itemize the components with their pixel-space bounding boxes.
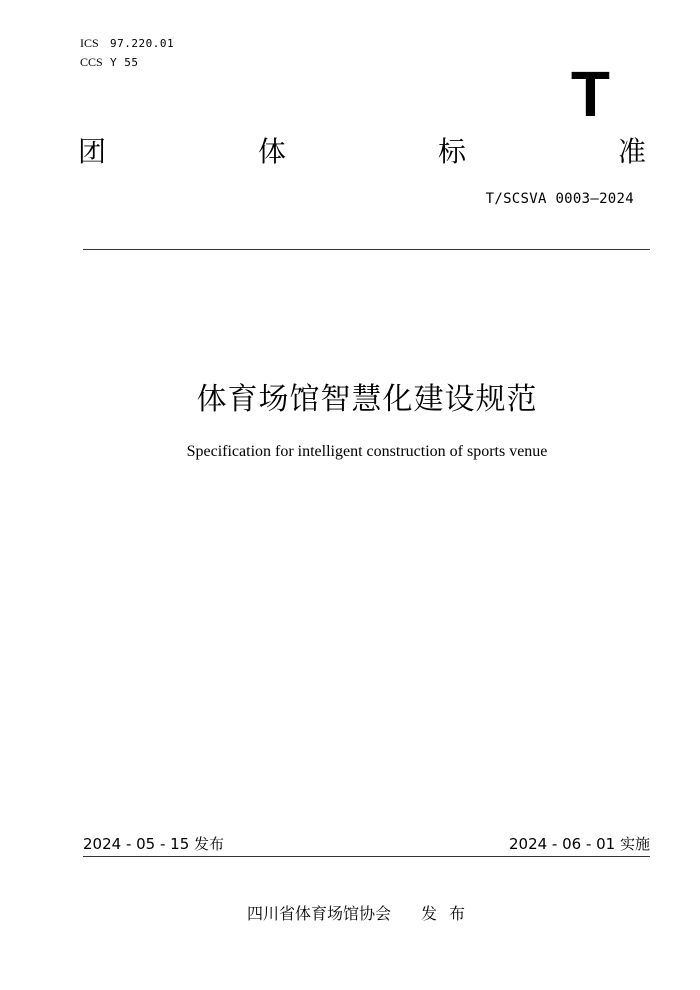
implement-date: 2024 - 06 - 01 实施 xyxy=(508,835,650,853)
standard-number: T/SCSVA 0003—2024 xyxy=(485,191,634,207)
classification-codes xyxy=(80,34,174,72)
standard-type-char: 体 xyxy=(257,135,286,168)
issue-date: 2024 - 05 - 15 发布 xyxy=(83,835,225,853)
publisher-name: 四川省体育场馆协会 xyxy=(247,904,392,923)
standard-type-char: 团 xyxy=(78,135,107,168)
ccs-row xyxy=(80,53,174,72)
top-divider xyxy=(83,249,650,250)
standard-mark: T xyxy=(570,58,610,130)
document-title-cn: 体育场馆智慧化建设规范 xyxy=(196,382,538,417)
standard-type-char: 准 xyxy=(617,135,646,168)
publisher-line xyxy=(247,903,477,925)
standard-type-heading xyxy=(78,134,646,170)
ics-value: 97.220.01 xyxy=(110,37,175,50)
ics-row xyxy=(80,34,174,53)
ics-label: ICS xyxy=(80,36,99,50)
document-title-en: Specification for intelligent construction of sports venue xyxy=(186,443,548,460)
publisher-release: 发布 xyxy=(421,904,478,923)
standard-type-char: 标 xyxy=(437,135,466,168)
bottom-divider xyxy=(83,856,650,857)
ccs-label: CCS xyxy=(80,55,103,69)
ccs-value: Y 55 xyxy=(110,56,139,69)
